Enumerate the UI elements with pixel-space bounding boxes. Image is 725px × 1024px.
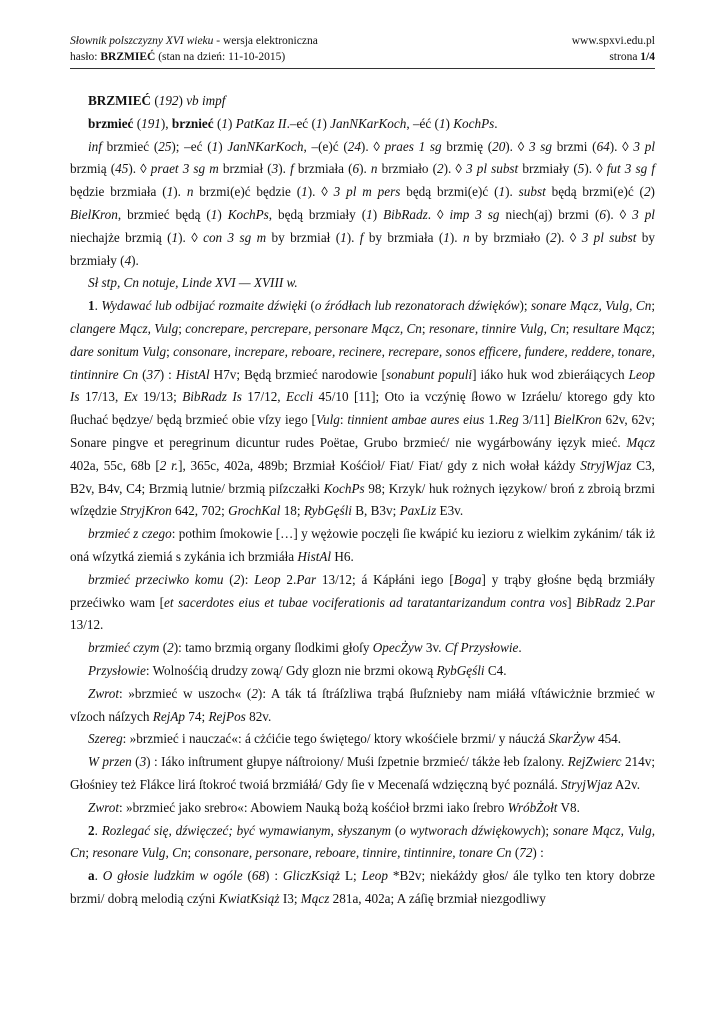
italic-text: resultare Mącz	[572, 320, 652, 336]
plain-text: A2v.	[612, 776, 641, 792]
entry-paragraph	[70, 113, 655, 136]
italic-text: 192	[158, 93, 179, 108]
plain-text: ;	[651, 298, 655, 314]
italic-text: et sacerdotes eius et tubae vociferationis ad taratantarizandum contra vos	[164, 594, 568, 610]
italic-text: Mącz	[626, 434, 655, 450]
plain-text: ). ◊	[556, 229, 582, 245]
stan-date: (stan na dzień: 11-10-2015)	[155, 51, 286, 63]
plain-text: )	[445, 115, 454, 131]
plain-text: , będą brzmiały (	[268, 206, 367, 222]
italic-text: Rozlegać się, dźwięczeć; być wymawianym, słyszanym	[101, 822, 392, 838]
italic-text: 2	[251, 685, 258, 701]
page-value: 1/4	[640, 51, 655, 63]
plain-text: ]	[567, 594, 577, 610]
italic-text: HistAl	[297, 548, 332, 564]
plain-text: H7v; Będą brzmieć narodowie [	[209, 366, 386, 382]
bold-text: brzmieć	[88, 115, 134, 131]
italic-text: 3 pl subst	[466, 161, 519, 177]
plain-text: 17/12,	[241, 389, 287, 405]
italic-text: RejZwierc	[567, 754, 622, 770]
italic-text: Cf Przysłowie	[444, 640, 519, 656]
plain-text: V8.	[557, 799, 580, 815]
italic-text: 3	[139, 754, 147, 770]
bold-text: 1	[88, 298, 95, 314]
italic-text: 2	[167, 640, 174, 656]
italic-text: concrepare, percrepare, personare Mącz, Cn	[185, 320, 422, 336]
italic-text: 5	[577, 161, 585, 177]
entry-paragraph	[70, 797, 655, 820]
italic-text: Ex	[123, 389, 138, 405]
plain-text: ). ◊	[128, 161, 151, 177]
plain-text: .	[94, 298, 102, 314]
plain-text: .	[94, 868, 103, 884]
italic-text: BibRadz	[383, 206, 428, 222]
plain-text: .	[518, 640, 522, 656]
plain-text: :	[339, 412, 348, 428]
italic-text: praes 1 sg	[384, 138, 442, 154]
plain-text: brzmię (	[441, 138, 493, 154]
plain-text: . ◊	[427, 206, 450, 222]
entry-paragraph	[70, 683, 655, 729]
entry-paragraph	[70, 295, 655, 523]
italic-text: KochPs	[453, 115, 495, 131]
plain-text: 82v.	[245, 708, 272, 724]
plain-text: 62v, 62v; Sonare pingve et peregrinum dicuntur rudes Poëtae, Grubo brzmieć/ nie wygárbowány ięzyk mieć.	[70, 412, 655, 450]
italic-text: 20	[492, 138, 506, 154]
plain-text: ] y trąby głośne będą brzmiáły przećiwko wam [	[70, 571, 655, 610]
italic-text: BielKron	[553, 412, 602, 428]
page-header	[70, 33, 655, 69]
plain-text: E3v.	[436, 503, 464, 519]
plain-text: ).	[346, 229, 360, 245]
plain-text: 642, 702;	[171, 503, 229, 519]
italic-text: 6	[352, 161, 360, 177]
plain-text: 98; Krzyk/ huk rożnych ięzykow/ broń z zbroią brzmi wſzędzie	[70, 480, 655, 519]
dictionary-name: Słownik polszczyzny XVI wieku	[70, 35, 214, 47]
plain-text: , brzmieć będą (	[117, 206, 211, 222]
plain-text: (	[138, 366, 147, 382]
italic-text: KochPs	[227, 206, 269, 222]
plain-text: by brzmiał (	[266, 229, 341, 245]
plain-text: : »brzmieć jako srebro«: Abowiem Nauką bożą kośćioł brzmi iako ſrebro	[119, 799, 508, 815]
plain-text: H6.	[331, 548, 354, 564]
italic-text: WróbŻołt	[507, 799, 558, 815]
italic-text: RejAp	[152, 708, 185, 724]
plain-text: ). ◊	[606, 206, 633, 222]
plain-text: będą brzmi(e)ć (	[545, 184, 644, 200]
plain-text: : »brzmieć i nauczać«: á cżćićie tego świętego/ ktory wkośćiele brzmi/ y náucżá	[122, 731, 549, 747]
italic-text: StryjWjaz	[580, 457, 632, 473]
plain-text: by brzmiały (	[70, 229, 655, 268]
entry-body	[70, 90, 655, 911]
plain-text: 13/12; á Kápłáni iego [	[316, 571, 454, 587]
italic-text: o źródłach lub rezonatorach dźwięków	[314, 298, 520, 314]
plain-text: ], 365c, 402a, 489b; Brzmiał Kośćioł/ Fiat/ Fiat/ gdy z nich wołał káżdy	[178, 457, 581, 473]
italic-text: sonare Mącz, Vulg, Cn	[70, 822, 655, 861]
italic-text: 2	[643, 184, 651, 200]
plain-text: );	[519, 298, 531, 314]
plain-text: ] iáko huk wod zbieráiących	[472, 366, 629, 382]
italic-text: 68	[251, 868, 266, 884]
italic-text: 2 r.	[159, 457, 179, 473]
plain-text: C4.	[484, 662, 507, 678]
plain-text: 19/13;	[137, 389, 183, 405]
italic-text: BibRadz	[576, 594, 621, 610]
italic-text: f	[290, 161, 294, 177]
plain-text: ;	[187, 845, 195, 861]
plain-text: ;	[651, 320, 655, 336]
italic-text: f	[359, 229, 364, 245]
entry-info	[70, 49, 285, 65]
plain-text: będzie brzmiała (	[70, 184, 167, 200]
plain-text: .	[494, 115, 498, 131]
plain-text: )	[227, 115, 236, 131]
italic-text: 37	[146, 366, 160, 382]
italic-text: Leop	[361, 868, 388, 884]
italic-text: 1	[438, 115, 446, 131]
italic-text: BibRadz Is	[182, 389, 242, 405]
plain-text: ) : Iáko inſtrument głupye náſtroiony/ Muśi ſzpetnie brzmieć/ tákże łeb ſzalony.	[146, 754, 568, 770]
plain-text: )	[372, 206, 384, 222]
plain-text: , –éć (	[406, 115, 439, 131]
italic-text: 3 pl m pers	[333, 184, 401, 200]
plain-text: ).	[173, 184, 187, 200]
plain-text: ) :	[532, 845, 544, 861]
italic-text: consonare, personare, reboare, tinnire, tintinnire, tonare Cn	[194, 845, 512, 861]
plain-text: brzmi(e)ć będzie (	[193, 184, 302, 200]
italic-text: Par	[296, 571, 317, 587]
italic-text: Boga	[453, 571, 482, 587]
italic-text: subst	[518, 184, 546, 200]
italic-text: n	[462, 229, 470, 245]
italic-text: clangere Mącz, Vulg	[70, 320, 179, 336]
plain-text: 1.	[484, 412, 499, 428]
entry-paragraph	[70, 865, 655, 911]
italic-text: 1	[301, 184, 308, 200]
italic-text: Szereg	[88, 731, 123, 747]
italic-text: 1	[366, 206, 373, 222]
italic-text: JanNKarKoch	[330, 115, 407, 131]
italic-text: 3 pl	[632, 206, 655, 222]
italic-text: sonare Mącz, Vulg, Cn	[531, 298, 652, 314]
plain-text: 45/10 [11]; Oto ia vczýnię ſłowo w Izráelu/ ktorego gdy kto ſłuchać będzye/ będą brzmieć obie vſzy iego [	[70, 389, 656, 428]
italic-text: 1	[340, 229, 347, 245]
italic-text: inf	[88, 138, 102, 154]
italic-text: n	[370, 161, 378, 177]
plain-text: ).	[359, 161, 371, 177]
italic-text: resonare, tinnire Vulg, Cn	[428, 320, 566, 336]
italic-text: PaxLiz	[399, 503, 437, 519]
plain-text: 281a, 402a; A záſię brzmiał niezgodliwy	[329, 890, 546, 906]
italic-text: 3 pl subst	[581, 229, 637, 245]
bold-text: BRZMIEĆ	[88, 93, 152, 108]
italic-text: 24	[347, 138, 361, 154]
italic-text: dare sonitum Vulg	[70, 343, 167, 359]
plain-text: ).	[449, 229, 463, 245]
entry-paragraph	[70, 728, 655, 751]
plain-text: ): tamo brzmią organy ſlodkimi głoſy	[173, 640, 373, 656]
plain-text: I3;	[279, 890, 301, 906]
plain-text: (	[151, 93, 159, 108]
dictionary-version: - wersja elektroniczna	[213, 35, 318, 47]
bold-text: 2	[88, 822, 95, 838]
plain-text: ). ◊	[307, 184, 334, 200]
plain-text: będą brzmi(e)ć (	[400, 184, 499, 200]
plain-text: ) :	[159, 366, 176, 382]
italic-text: con 3 sg m	[203, 229, 267, 245]
plain-text: 454.	[594, 731, 622, 747]
haslo-label: hasło:	[70, 51, 101, 63]
italic-text: OpecŻyw	[372, 640, 423, 656]
italic-text: SkarŻyw	[548, 731, 595, 747]
plain-text: 3/11]	[518, 412, 554, 428]
plain-text: ),	[160, 115, 172, 131]
plain-text: by brzmiało (	[469, 229, 551, 245]
entry-headword	[70, 90, 655, 113]
plain-text: 74;	[185, 708, 209, 724]
italic-text: Vulg	[315, 412, 340, 428]
italic-text: 1	[211, 138, 219, 154]
italic-text: 1	[443, 229, 450, 245]
site-url[interactable]: www.spxvi.edu.pl	[571, 35, 655, 47]
plain-text: (	[159, 640, 168, 656]
plain-text: by brzmiała (	[363, 229, 444, 245]
plain-text: ).	[278, 161, 291, 177]
italic-text: o wytworach dźwiękowych	[399, 822, 541, 838]
page-number	[609, 49, 655, 65]
plain-text: ). ◊	[609, 138, 634, 154]
plain-text: 17/13,	[79, 389, 124, 405]
dictionary-title	[70, 33, 318, 49]
italic-text: Leop Is	[70, 366, 655, 405]
plain-text: *B2v; niekáżdy głos/ ále tylko ten ktory dobrze brzmi/ dobrą melodią czýni	[70, 868, 655, 906]
italic-text: n	[186, 184, 194, 200]
italic-text: 2	[437, 161, 444, 177]
italic-text: 25	[158, 138, 172, 154]
plain-text: ).	[505, 184, 519, 200]
header-row-1	[70, 33, 655, 49]
plain-text: : Wolnośćią drudzy zową/ Gdy glozn nie brzmi okową	[145, 662, 437, 678]
entry-paragraph	[70, 136, 655, 273]
italic-text: RybGęśli	[303, 503, 352, 519]
plain-text: (	[133, 115, 142, 131]
plain-text: ) :	[265, 868, 283, 884]
plain-text: (	[242, 868, 252, 884]
haslo-word: BRZMIEĆ	[100, 51, 156, 63]
plain-text: : pothim ſmokowie […] y wężowie poczęli ſie kwápić ku iezioru z wielkim zykánim/ ták iż oná wſzytká ziemiá s zykánia ich brzmiáła	[70, 526, 655, 564]
italic-text: fut 3 sg f	[606, 161, 656, 177]
italic-text: Wydawać lub odbijać rozmaite dźwięki	[101, 298, 307, 314]
plain-text: ;	[421, 320, 429, 336]
plain-text: )	[218, 138, 228, 154]
italic-text: sonabunt populi	[385, 366, 473, 382]
plain-text: 3v.	[422, 640, 445, 656]
entry-paragraph	[70, 272, 655, 295]
italic-text: Reg	[498, 412, 519, 428]
plain-text: ;	[166, 343, 174, 359]
italic-text: 2	[233, 571, 241, 587]
plain-text: )	[178, 93, 187, 108]
italic-text: 1	[221, 115, 228, 131]
italic-text: Leop	[254, 571, 281, 587]
plain-text: ):	[240, 571, 255, 587]
plain-text: ). ◊	[584, 161, 607, 177]
italic-text: O głosie ludzkim w ogóle	[102, 868, 243, 884]
plain-text: ).	[131, 252, 139, 268]
italic-text: Par	[635, 594, 656, 610]
italic-text: 1	[498, 184, 506, 200]
entry-paragraph	[70, 660, 655, 683]
plain-text: ;	[178, 320, 186, 336]
plain-text: (	[391, 822, 400, 838]
italic-text: 3	[271, 161, 279, 177]
plain-text: brzmi (	[551, 138, 597, 154]
italic-text: imp 3 sg	[449, 206, 500, 222]
italic-text: KwiatKsiąż	[218, 890, 280, 906]
page-label: strona	[609, 51, 641, 63]
plain-text: , –(e)ć (	[303, 138, 348, 154]
entry-paragraph	[70, 637, 655, 660]
italic-text: HistAl	[175, 366, 210, 382]
plain-text: L;	[340, 868, 362, 884]
plain-text: ). ◊	[443, 161, 467, 177]
plain-text: 13/12.	[70, 617, 104, 633]
italic-text: 6	[599, 206, 607, 222]
italic-text: Zwrot	[88, 685, 120, 701]
plain-text: brzmiała (	[293, 161, 353, 177]
italic-text: BielKron	[70, 206, 118, 222]
plain-text: 214v; Głośniey też Flákce lirá ſtokroć twoiá brzmiáłá/ Gdy ſie v Mecenaſá wdzięczną być poználá.	[70, 754, 655, 792]
plain-text: B, B3v;	[351, 503, 400, 519]
bold-text: a	[88, 868, 95, 884]
italic-text: PatKaz II	[235, 115, 287, 131]
plain-text: brzmieć (	[101, 138, 159, 154]
bold-text: brznieć	[171, 115, 214, 131]
italic-text: brzmieć przeciwko komu	[88, 571, 224, 587]
plain-text: (	[131, 754, 140, 770]
plain-text: brzmiały (	[518, 161, 578, 177]
plain-text: )	[217, 206, 228, 222]
italic-text: StryjWjaz	[561, 776, 613, 792]
plain-text: .–eć (	[286, 115, 316, 131]
plain-text: ); –eć (	[171, 138, 212, 154]
italic-text: resonare Vulg, Cn	[92, 845, 188, 861]
italic-text: Przysłowie	[88, 662, 146, 678]
italic-text: 64	[596, 138, 610, 154]
plain-text: ). ◊	[178, 229, 204, 245]
entry-paragraph	[70, 569, 655, 637]
plain-text: 2.	[620, 594, 636, 610]
italic-text: 191	[141, 115, 161, 131]
italic-text: 72	[519, 845, 533, 861]
italic-text: 1	[210, 206, 218, 222]
italic-text: 2	[550, 229, 557, 245]
plain-text: (	[306, 298, 315, 314]
plain-text: (	[223, 571, 234, 587]
entry-paragraph	[70, 820, 655, 866]
italic-text: 45	[115, 161, 129, 177]
plain-text: (	[511, 845, 520, 861]
italic-text: Eccli	[286, 389, 314, 405]
plain-text: : »brzmieć w uszoch« (	[119, 685, 252, 701]
plain-text: 2.	[280, 571, 297, 587]
plain-text: );	[540, 822, 553, 838]
italic-text: GliczKsiąż	[282, 868, 341, 884]
italic-text: praet 3 sg m	[150, 161, 219, 177]
plain-text: )	[650, 184, 655, 200]
italic-text: W przen	[88, 754, 132, 770]
entry-paragraph	[70, 523, 655, 569]
plain-text: brzmią (	[70, 161, 116, 177]
italic-text: RybGęśli	[436, 662, 485, 678]
italic-text: 4	[124, 252, 132, 268]
plain-text: C3, B2v, B4v, C4; Brzmią lutnie/ brzmią piſzczałki	[70, 457, 655, 496]
plain-text: ): A ták tá ſtráſzliwa trąbá ſłuſznieby nam miáłá vſtáwicżnie brzmieć w vſzoch náſzych	[70, 685, 656, 724]
italic-text: 3 sg	[528, 138, 552, 154]
italic-text: Zwrot	[88, 799, 120, 815]
plain-text: 18;	[280, 503, 304, 519]
italic-text: tinnient ambae aures eius	[347, 412, 485, 428]
italic-text: brzmieć czym	[88, 640, 160, 656]
italic-text: consonare, increpare, reboare, recinere, recrepare, sonos efficere, fundere, reddere, tonare, tintinnire Cn	[70, 343, 656, 382]
plain-text: 402a, 55c, 68b [	[70, 457, 160, 473]
entry-paragraph	[70, 751, 655, 797]
plain-text: brzmiało (	[377, 161, 437, 177]
plain-text: .	[94, 822, 102, 838]
plain-text: ;	[565, 320, 573, 336]
italic-text: brzmieć z czego	[88, 526, 172, 542]
italic-text: 1	[315, 115, 323, 131]
header-row-2	[70, 49, 655, 65]
italic-text: Mącz	[300, 890, 330, 906]
plain-text: ;	[85, 845, 93, 861]
italic-text: vb impf	[186, 93, 226, 108]
plain-text: brzmiał (	[218, 161, 272, 177]
italic-text: 1	[166, 184, 174, 200]
plain-text: (	[213, 115, 222, 131]
plain-text: niech(aj) brzmi (	[499, 206, 600, 222]
italic-text: 3 pl	[633, 138, 655, 154]
italic-text: GrochKal	[228, 503, 281, 519]
italic-text: KochPs	[323, 480, 365, 496]
italic-text: JanNKarKoch	[227, 138, 304, 154]
plain-text: niechajże brzmią (	[70, 229, 172, 245]
italic-text: RejPos	[208, 708, 246, 724]
plain-text: ). ◊	[360, 138, 385, 154]
plain-text: ). ◊	[505, 138, 529, 154]
plain-text: )	[322, 115, 331, 131]
italic-text: Sł stp, Cn notuje, Linde XVI — XVIII w.	[88, 275, 298, 291]
italic-text: 1	[171, 229, 179, 245]
italic-text: StryjKron	[120, 503, 172, 519]
